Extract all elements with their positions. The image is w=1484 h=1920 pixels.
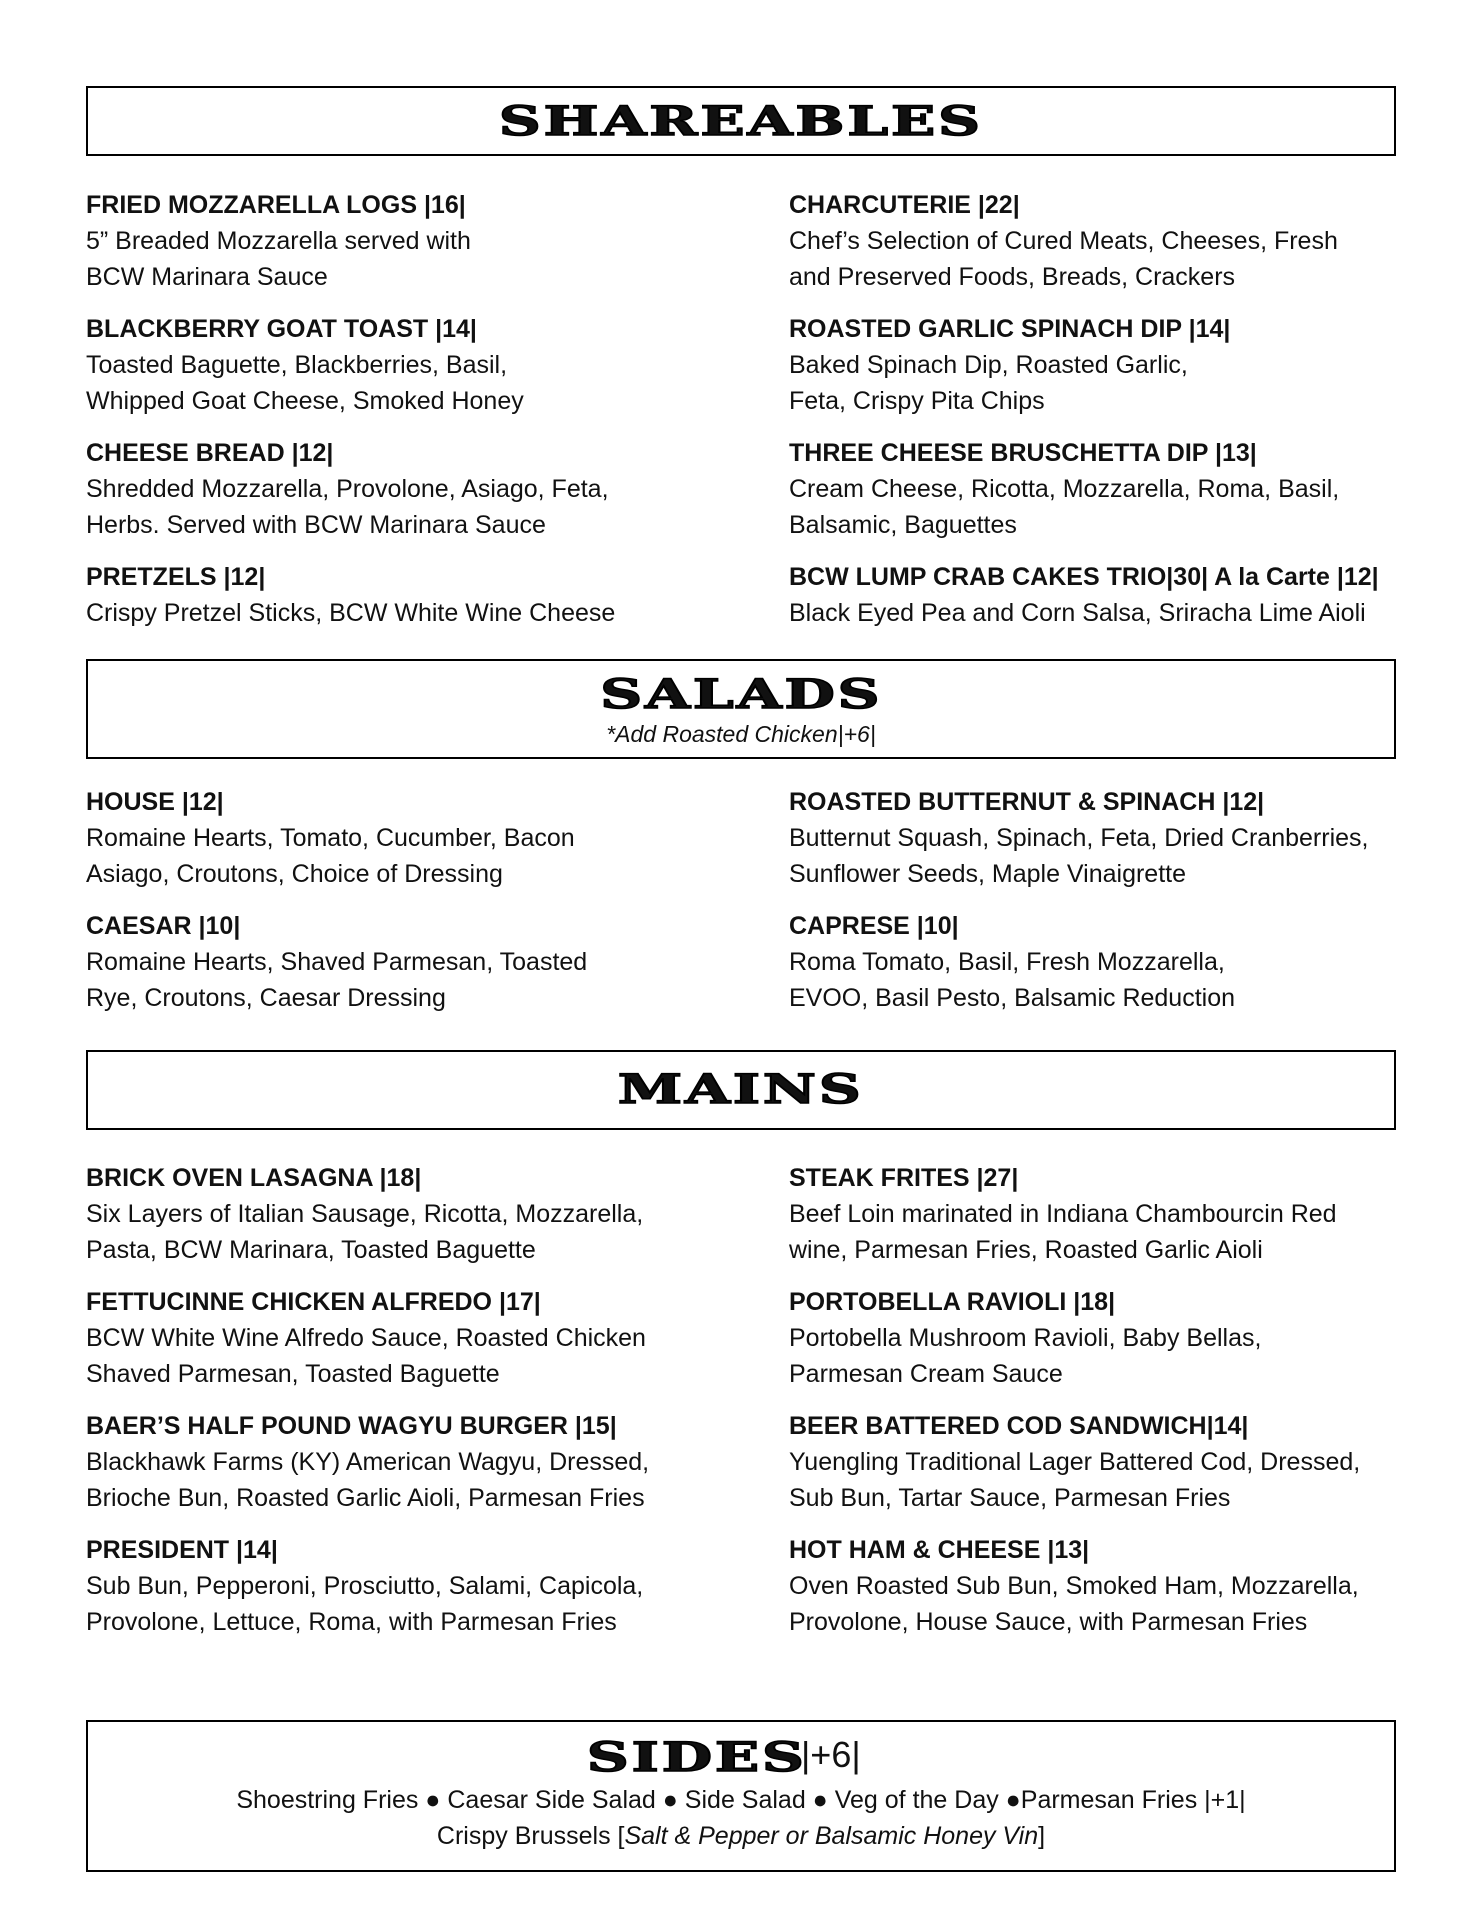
item-description: Shredded Mozzarella, Provolone, Asiago, Feta, (86, 475, 609, 503)
shareables-header (86, 86, 1396, 156)
item-name: THREE CHEESE BRUSCHETTA DIP |13| (789, 439, 1257, 467)
item-description: 5” Breaded Mozzarella served with (86, 227, 471, 255)
item-description: Parmesan Cream Sauce (789, 1360, 1063, 1388)
sides-title: SIDES (587, 1734, 808, 1781)
salads-subtitle: *Add Roasted Chicken|+6| (606, 721, 876, 747)
menu-item (86, 1532, 746, 1640)
item-description: Baked Spinach Dip, Roasted Garlic, (789, 351, 1188, 379)
item-description: Romaine Hearts, Tomato, Cucumber, Bacon (86, 824, 575, 852)
item-description: Sub Bun, Tartar Sauce, Parmesan Fries (789, 1484, 1231, 1512)
item-name: BLACKBERRY GOAT TOAST |14| (86, 315, 477, 343)
salads-header (86, 659, 1396, 759)
sides-brussels-prefix: Crispy Brussels [ (436, 1822, 625, 1850)
item-description: BCW White Wine Alfredo Sauce, Roasted Chicken (86, 1324, 646, 1352)
menu-item (86, 559, 746, 631)
shareables-left-column (86, 187, 746, 647)
item-description: Provolone, House Sauce, with Parmesan Fries (789, 1608, 1308, 1636)
item-name: CHEESE BREAD |12| (86, 439, 334, 467)
item-description: Whipped Goat Cheese, Smoked Honey (86, 387, 524, 415)
item-description: Blackhawk Farms (KY) American Wagyu, Dressed, (86, 1448, 650, 1476)
item-description: Balsamic, Baguettes (789, 511, 1017, 539)
item-name: FRIED MOZZARELLA LOGS |16| (86, 191, 466, 219)
item-name: FETTUCINNE CHICKEN ALFREDO |17| (86, 1288, 541, 1316)
item-name: PRESIDENT |14| (86, 1536, 278, 1564)
menu-item (789, 1284, 1449, 1392)
menu-item (86, 1160, 746, 1268)
item-description: Rye, Croutons, Caesar Dressing (86, 984, 446, 1012)
item-description: Shaved Parmesan, Toasted Baguette (86, 1360, 500, 1388)
item-name: CHARCUTERIE |22| (789, 191, 1020, 219)
item-description: Romaine Hearts, Shaved Parmesan, Toasted (86, 948, 588, 976)
mains-header (86, 1050, 1396, 1130)
menu-item (86, 1408, 746, 1516)
menu-item (789, 1160, 1449, 1268)
item-description: EVOO, Basil Pesto, Balsamic Reduction (789, 984, 1236, 1012)
item-name: ROASTED GARLIC SPINACH DIP |14| (789, 315, 1231, 343)
salads-left-column (86, 784, 746, 1032)
mains-title: MAINS (618, 1066, 864, 1113)
item-name: CAPRESE |10| (789, 912, 959, 940)
menu-item (86, 435, 746, 543)
item-name: BAER’S HALF POUND WAGYU BURGER |15| (86, 1412, 617, 1440)
menu-item (789, 1408, 1449, 1516)
menu-item (789, 908, 1449, 1016)
item-name: STEAK FRITES |27| (789, 1164, 1019, 1192)
mains-section (86, 1160, 1396, 1660)
item-description: Provolone, Lettuce, Roma, with Parmesan Fries (86, 1608, 617, 1636)
item-description: Brioche Bun, Roasted Garlic Aioli, Parmesan Fries (86, 1484, 645, 1512)
menu-item (86, 311, 746, 419)
item-description: Beef Loin marinated in Indiana Chambourcin Red (789, 1200, 1337, 1228)
menu-item (86, 908, 746, 1016)
item-name: BRICK OVEN LASAGNA |18| (86, 1164, 422, 1192)
item-description: Black Eyed Pea and Corn Salsa, Sriracha Lime Aioli (789, 599, 1366, 627)
salads-title: SALADS (599, 671, 883, 718)
salads-right-column (789, 784, 1449, 1032)
sides-brussels-suffix: ] (1038, 1822, 1046, 1850)
sides-box (86, 1720, 1396, 1872)
item-description: Butternut Squash, Spinach, Feta, Dried Cranberries, (789, 824, 1369, 852)
item-name: HOT HAM & CHEESE |13| (789, 1536, 1090, 1564)
sides-brussels-options: Salt & Pepper or Balsamic Honey Vin (624, 1822, 1039, 1850)
shareables-section (86, 187, 1396, 637)
sides-brussels-line (88, 1818, 1394, 1854)
menu-item (789, 1532, 1449, 1640)
item-name: CAESAR |10| (86, 912, 241, 940)
sides-title-row (88, 1734, 1394, 1781)
menu-item (789, 187, 1449, 295)
menu-item (789, 784, 1449, 892)
item-description: Asiago, Croutons, Choice of Dressing (86, 860, 503, 888)
menu-item (789, 559, 1449, 631)
menu-item (86, 1284, 746, 1392)
mains-left-column (86, 1160, 746, 1656)
item-name: HOUSE |12| (86, 788, 224, 816)
item-description: wine, Parmesan Fries, Roasted Garlic Aioli (789, 1236, 1263, 1264)
item-description: Sunflower Seeds, Maple Vinaigrette (789, 860, 1186, 888)
sides-price: |+6| (800, 1734, 861, 1775)
item-description: Herbs. Served with BCW Marinara Sauce (86, 511, 546, 539)
menu-item (86, 784, 746, 892)
shareables-right-column (789, 187, 1449, 647)
item-description: Cream Cheese, Ricotta, Mozzarella, Roma, Basil, (789, 475, 1340, 503)
item-name: PRETZELS |12| (86, 563, 266, 591)
menu-item (789, 435, 1449, 543)
item-description: BCW Marinara Sauce (86, 263, 328, 291)
menu-item (789, 311, 1449, 419)
item-name: ROASTED BUTTERNUT & SPINACH |12| (789, 788, 1265, 816)
item-description: Six Layers of Italian Sausage, Ricotta, Mozzarella, (86, 1200, 644, 1228)
item-description: Sub Bun, Pepperoni, Prosciutto, Salami, Capicola, (86, 1572, 644, 1600)
item-name: BCW LUMP CRAB CAKES TRIO|30| A la Carte |12| (789, 563, 1379, 591)
menu-item (86, 187, 746, 295)
item-name: BEER BATTERED COD SANDWICH|14| (789, 1412, 1249, 1440)
item-description: and Preserved Foods, Breads, Crackers (789, 263, 1236, 291)
item-description: Chef’s Selection of Cured Meats, Cheeses, Fresh (789, 227, 1338, 255)
shareables-title: SHAREABLES (498, 98, 983, 145)
item-description: Pasta, BCW Marinara, Toasted Baguette (86, 1236, 536, 1264)
item-description: Portobella Mushroom Ravioli, Baby Bellas, (789, 1324, 1262, 1352)
item-description: Oven Roasted Sub Bun, Smoked Ham, Mozzarella, (789, 1572, 1359, 1600)
item-description: Crispy Pretzel Sticks, BCW White Wine Cheese (86, 599, 616, 627)
sides-list: Shoestring Fries ● Caesar Side Salad ● Side Salad ● Veg of the Day ●Parmesan Fries |+1| (236, 1786, 1246, 1814)
salads-section (86, 784, 1396, 1024)
item-description: Roma Tomato, Basil, Fresh Mozzarella, (789, 948, 1225, 976)
item-description: Toasted Baguette, Blackberries, Basil, (86, 351, 508, 379)
item-description: Feta, Crispy Pita Chips (789, 387, 1045, 415)
item-name: PORTOBELLA RAVIOLI |18| (789, 1288, 1116, 1316)
mains-right-column (789, 1160, 1449, 1656)
item-description: Yuengling Traditional Lager Battered Cod, Dressed, (789, 1448, 1361, 1476)
